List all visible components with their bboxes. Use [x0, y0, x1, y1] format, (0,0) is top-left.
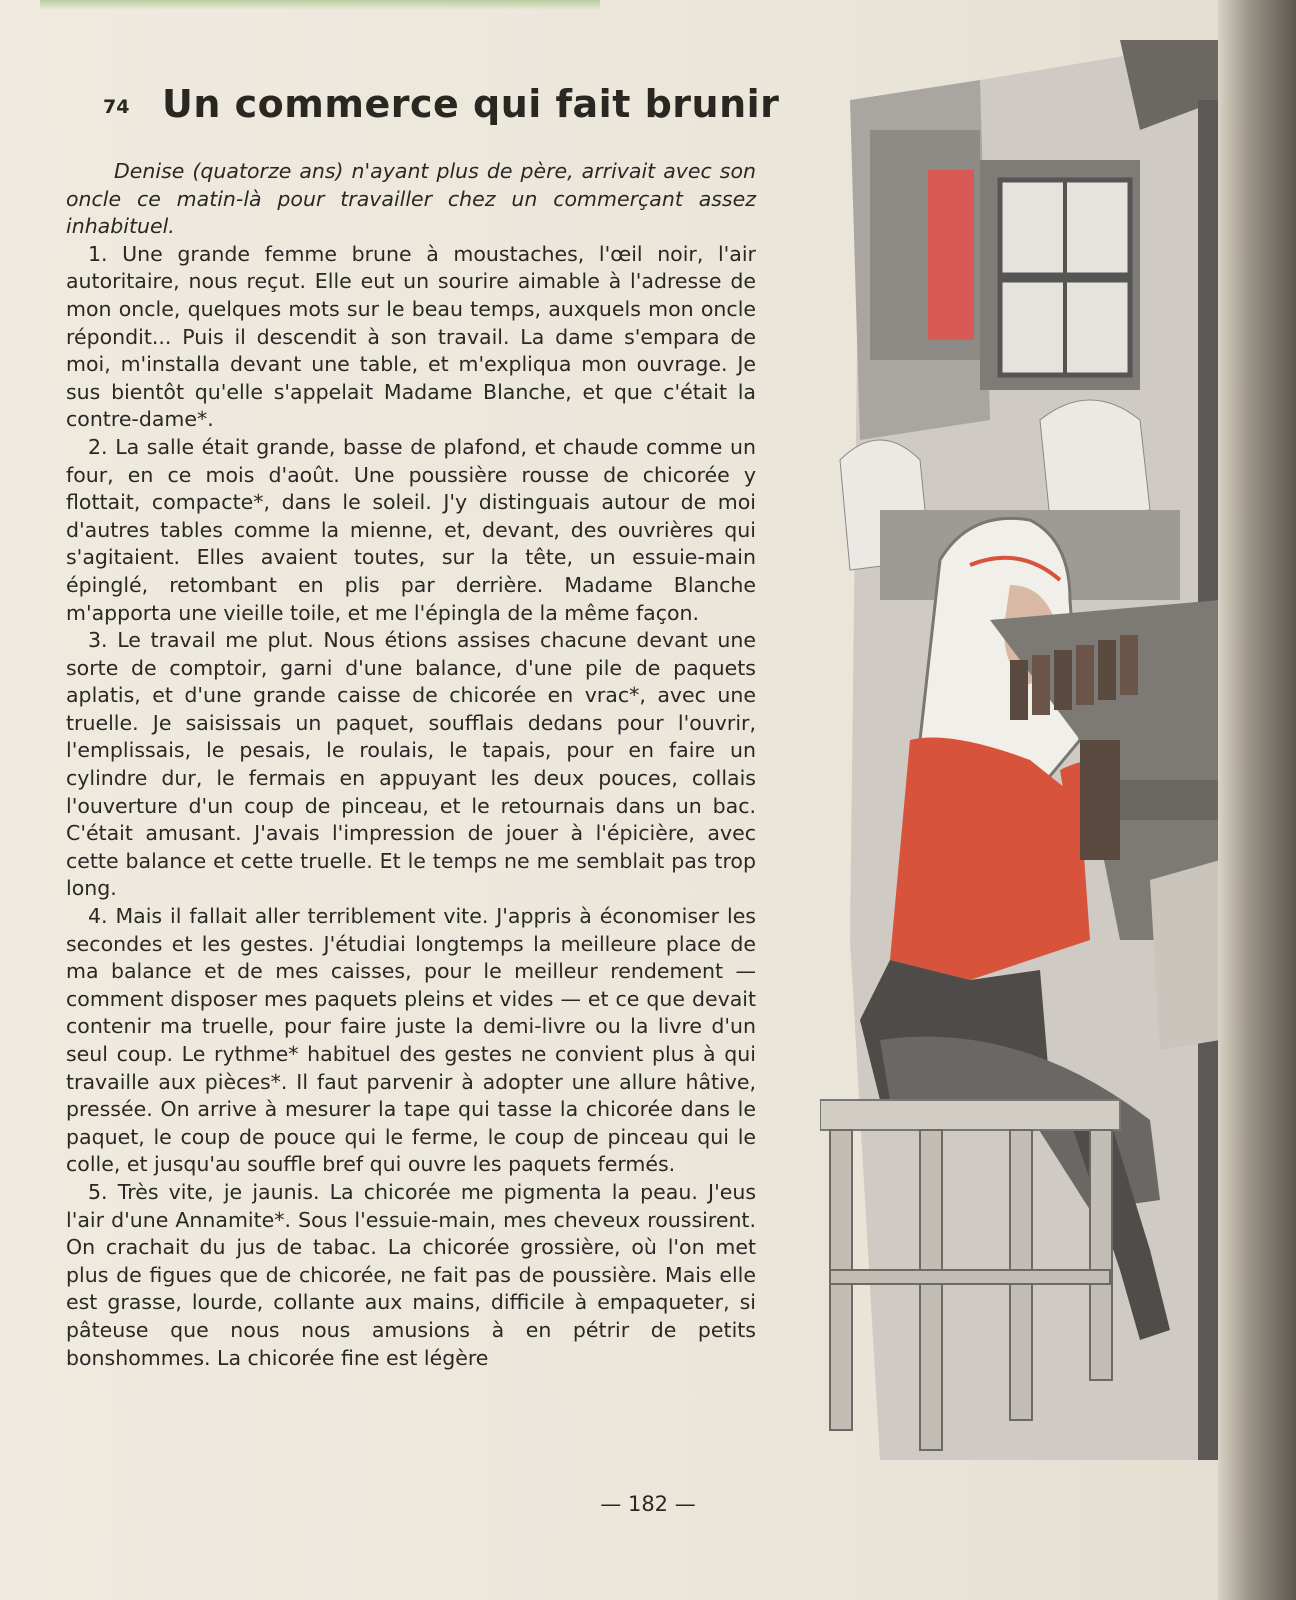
- paragraph-4: 4. Mais il fallait aller terriblement vite. J'appris à économiser les secondes et les gestes. J'étudiai longtemps la meilleure place de ma balance et de mes caisses, pour le meilleur rendement — comment disposer mes paquets pleins et vides — et ce que devait contenir ma truelle, pour faire juste la demi-livre ou la livre d'un seul coup. Le rythme* habituel des gestes ne convient plus à qui travaille aux pièces*. Il faut parvenir à adopter une allure hâtive, pressée. On arrive à mesurer la tape qui tasse la chicorée dans le paquet, le coup de pouce qui le ferme, le coup de pinceau qui le colle, et jusqu'au souffle bref qui ouvre les paquets fermés.: [66, 904, 756, 1177]
- page-number: — 182 —: [600, 1492, 696, 1516]
- paragraph-2: 2. La salle était grande, basse de plafond, et chaude comme un four, en ce mois d'août. Une poussière rousse de chicorée y flottait, compacte*, dans le soleil. J'y distinguais autour de moi d'autres tables comme la mienne, et, devant, des ouvrières qui s'agitaient. Elles avaient toutes, sur la tête, un essuie-main épinglé, retombant en plis par derrière. Madame Blanche m'apporta une vieille toile, et me l'épingla de la même façon.: [66, 434, 756, 625]
- paragraph-3: 3. Le travail me plut. Nous étions assises chacune devant une sorte de comptoir, garni d'une balance, d'une pile de paquets aplatis, et d'une grande caisse de chicorée en vrac*, avec une truelle. Je saisissais un paquet, soufflais dedans pour l'ouvrir, l'emplissais, le pesais, le roulais, le tapais, pour en faire un cylindre dur, le fermais en appuyant les deux pouces, collais l'ouverture d'un coup de pinceau, et le retournais dans un bac. C'était amusant. J'avais l'impression de jouer à l'épicière, avec cette balance et cette truelle. Et le temps ne me semblait pas trop long.: [66, 628, 756, 901]
- workshop-illustration: [820, 40, 1220, 1460]
- body-text: [66, 158, 756, 1372]
- intro-paragraph: Denise (quatorze ans) n'ayant plus de père, arrivait avec son oncle ce matin-là pour travailler chez un commerçant assez inhabituel.: [66, 159, 756, 239]
- chapter-title: Un commerce qui fait brunir: [162, 82, 780, 126]
- book-spine: [1218, 0, 1296, 1600]
- table-edge: [1150, 860, 1220, 1050]
- top-color-strip: [40, 0, 600, 10]
- paragraph-5: 5. Très vite, je jaunis. La chicorée me pigmenta la peau. J'eus l'air d'une Annamite*. Sous l'essuie-main, mes cheveux roussirent. On crachait du jus de tabac. La chicorée grossière, où l'on met plus de figues que de chicorée, ne fait pas de poussière. Mais elle est grasse, lourde, collante aux mains, difficile à empaqueter, si pâteuse que nous nous amusions à en pétrir de petits bonshommes. La chicorée fine est légère: [66, 1179, 756, 1370]
- red-shutter: [928, 170, 974, 340]
- paragraph-1: 1. Une grande femme brune à moustaches, l'œil noir, l'air autoritaire, nous reçut. Elle eut un sourire aimable à l'adresse de mon oncle, quelques mots sur le beau temps, auxquels mon oncle répondit... Puis il descendit à son travail. La dame s'empara de moi, m'installa devant une table, et m'expliqua mon ouvrage. Je sus bientôt qu'elle s'appelait Madame Blanche, et que c'était la contre-dame*.: [66, 241, 756, 432]
- stool-seat: [820, 1100, 1120, 1130]
- packet-stack: [1120, 780, 1220, 820]
- chapter-number: 74: [103, 96, 130, 118]
- background-worker-headscarf-2: [1040, 400, 1150, 520]
